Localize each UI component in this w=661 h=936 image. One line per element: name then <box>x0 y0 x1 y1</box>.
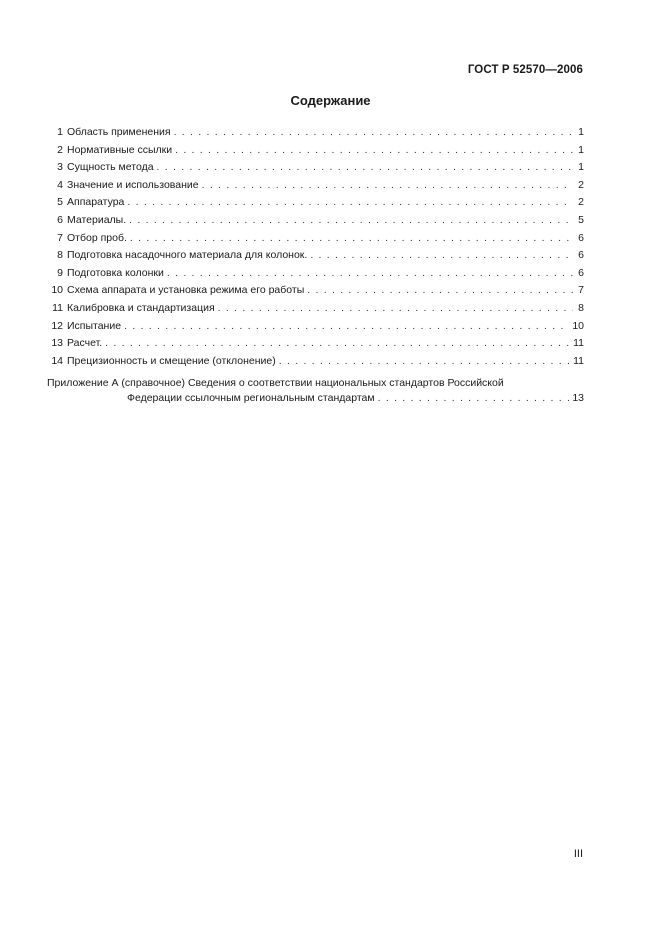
dot-leader <box>310 247 573 265</box>
toc-item-page: 6 <box>578 231 584 244</box>
toc-item-title: Прецизионность и смещение (отклонение) <box>67 354 276 367</box>
toc-item-number: 12 <box>51 319 63 332</box>
toc-item[interactable] <box>47 142 584 160</box>
toc-item[interactable] <box>47 265 584 283</box>
toc-appendix-item[interactable] <box>47 376 584 406</box>
toc-item-title: Испытание <box>67 319 122 332</box>
dot-leader <box>105 335 570 353</box>
dot-leader <box>378 391 570 406</box>
toc-item-page: 11 <box>573 354 584 367</box>
toc-item-number: 11 <box>52 301 63 314</box>
toc-item-title: Сущность метода <box>67 161 154 174</box>
dot-leader <box>167 265 573 283</box>
toc-item-number: 4 <box>57 178 63 191</box>
appendix-title-line2-row <box>47 391 584 406</box>
toc-item-title: Подготовка колонки <box>67 266 164 279</box>
dot-leader <box>307 282 573 300</box>
dot-leader <box>174 124 573 142</box>
toc-item-title: Аппаратура <box>67 196 125 209</box>
toc-item-page: 6 <box>578 266 584 279</box>
dot-leader <box>218 300 573 318</box>
toc-item[interactable] <box>47 335 584 353</box>
toc-item-page: 5 <box>578 213 584 226</box>
appendix-title-line1: Приложение А (справочное) Сведения о соответствии национальных стандартов Российской <box>47 377 504 389</box>
toc-item-page: 11 <box>573 337 584 350</box>
toc-item-page: 6 <box>578 249 584 262</box>
toc-item-title: Материалы. <box>67 213 127 226</box>
toc-title: Содержание <box>290 93 371 108</box>
toc-item-page: 8 <box>578 301 584 314</box>
toc-item-page: 1 <box>578 126 584 138</box>
toc-item[interactable] <box>47 282 584 300</box>
toc-item-title: Расчет. <box>67 337 103 350</box>
toc-item-number: 14 <box>51 354 63 367</box>
toc-item[interactable] <box>47 177 584 195</box>
toc-item-number: 7 <box>57 231 63 244</box>
toc-item[interactable] <box>47 230 584 248</box>
toc-item-page: 2 <box>578 196 584 209</box>
toc-item-number: 13 <box>51 337 63 350</box>
toc-item-page: 2 <box>578 178 584 191</box>
toc-item-number: 3 <box>57 161 63 174</box>
toc-item-number: 2 <box>57 143 63 156</box>
toc-item-title: Область применения <box>67 126 171 138</box>
dot-leader <box>279 353 570 371</box>
dot-leader <box>127 194 573 212</box>
appendix-title-line2: Федерации ссылочным региональным стандартам <box>127 392 375 404</box>
appendix-page: 13 <box>572 392 584 404</box>
table-of-contents <box>47 124 584 370</box>
toc-item-number: 1 <box>57 126 63 138</box>
toc-item[interactable] <box>47 300 584 318</box>
dot-leader <box>130 230 573 248</box>
dot-leader <box>157 159 573 177</box>
toc-item[interactable] <box>47 212 584 230</box>
toc-item-title: Нормативные ссылки <box>67 143 173 156</box>
toc-item[interactable] <box>47 194 584 212</box>
toc-item-title: Подготовка насадочного материала для колонок. <box>67 249 308 262</box>
toc-item-number: 10 <box>51 284 63 297</box>
toc-item[interactable] <box>47 318 584 336</box>
dot-leader <box>124 318 569 336</box>
toc-item-page: 7 <box>578 284 584 297</box>
toc-item-page: 1 <box>578 143 584 156</box>
toc-item-number: 6 <box>57 213 63 226</box>
dot-leader <box>202 177 573 195</box>
toc-item-number: 9 <box>57 266 63 279</box>
toc-item[interactable] <box>47 247 584 265</box>
toc-item[interactable] <box>47 353 584 371</box>
toc-item[interactable] <box>47 159 584 177</box>
page-number: III <box>573 848 583 860</box>
toc-item-page: 1 <box>578 161 584 174</box>
toc-item-page: 10 <box>572 319 584 332</box>
dot-leader <box>175 142 573 160</box>
toc-item-title: Схема аппарата и установка режима его работы <box>67 284 305 297</box>
toc-item-number: 8 <box>57 249 63 262</box>
toc-item-title: Значение и использование <box>67 178 199 191</box>
toc-item-number: 5 <box>57 196 63 209</box>
document-code: ГОСТ Р 52570—2006 <box>467 64 583 76</box>
dot-leader <box>129 212 573 230</box>
toc-item[interactable] <box>47 124 584 142</box>
toc-item-title: Отбор проб. <box>67 231 127 244</box>
toc-item-title: Калибровка и стандартизация <box>67 301 215 314</box>
